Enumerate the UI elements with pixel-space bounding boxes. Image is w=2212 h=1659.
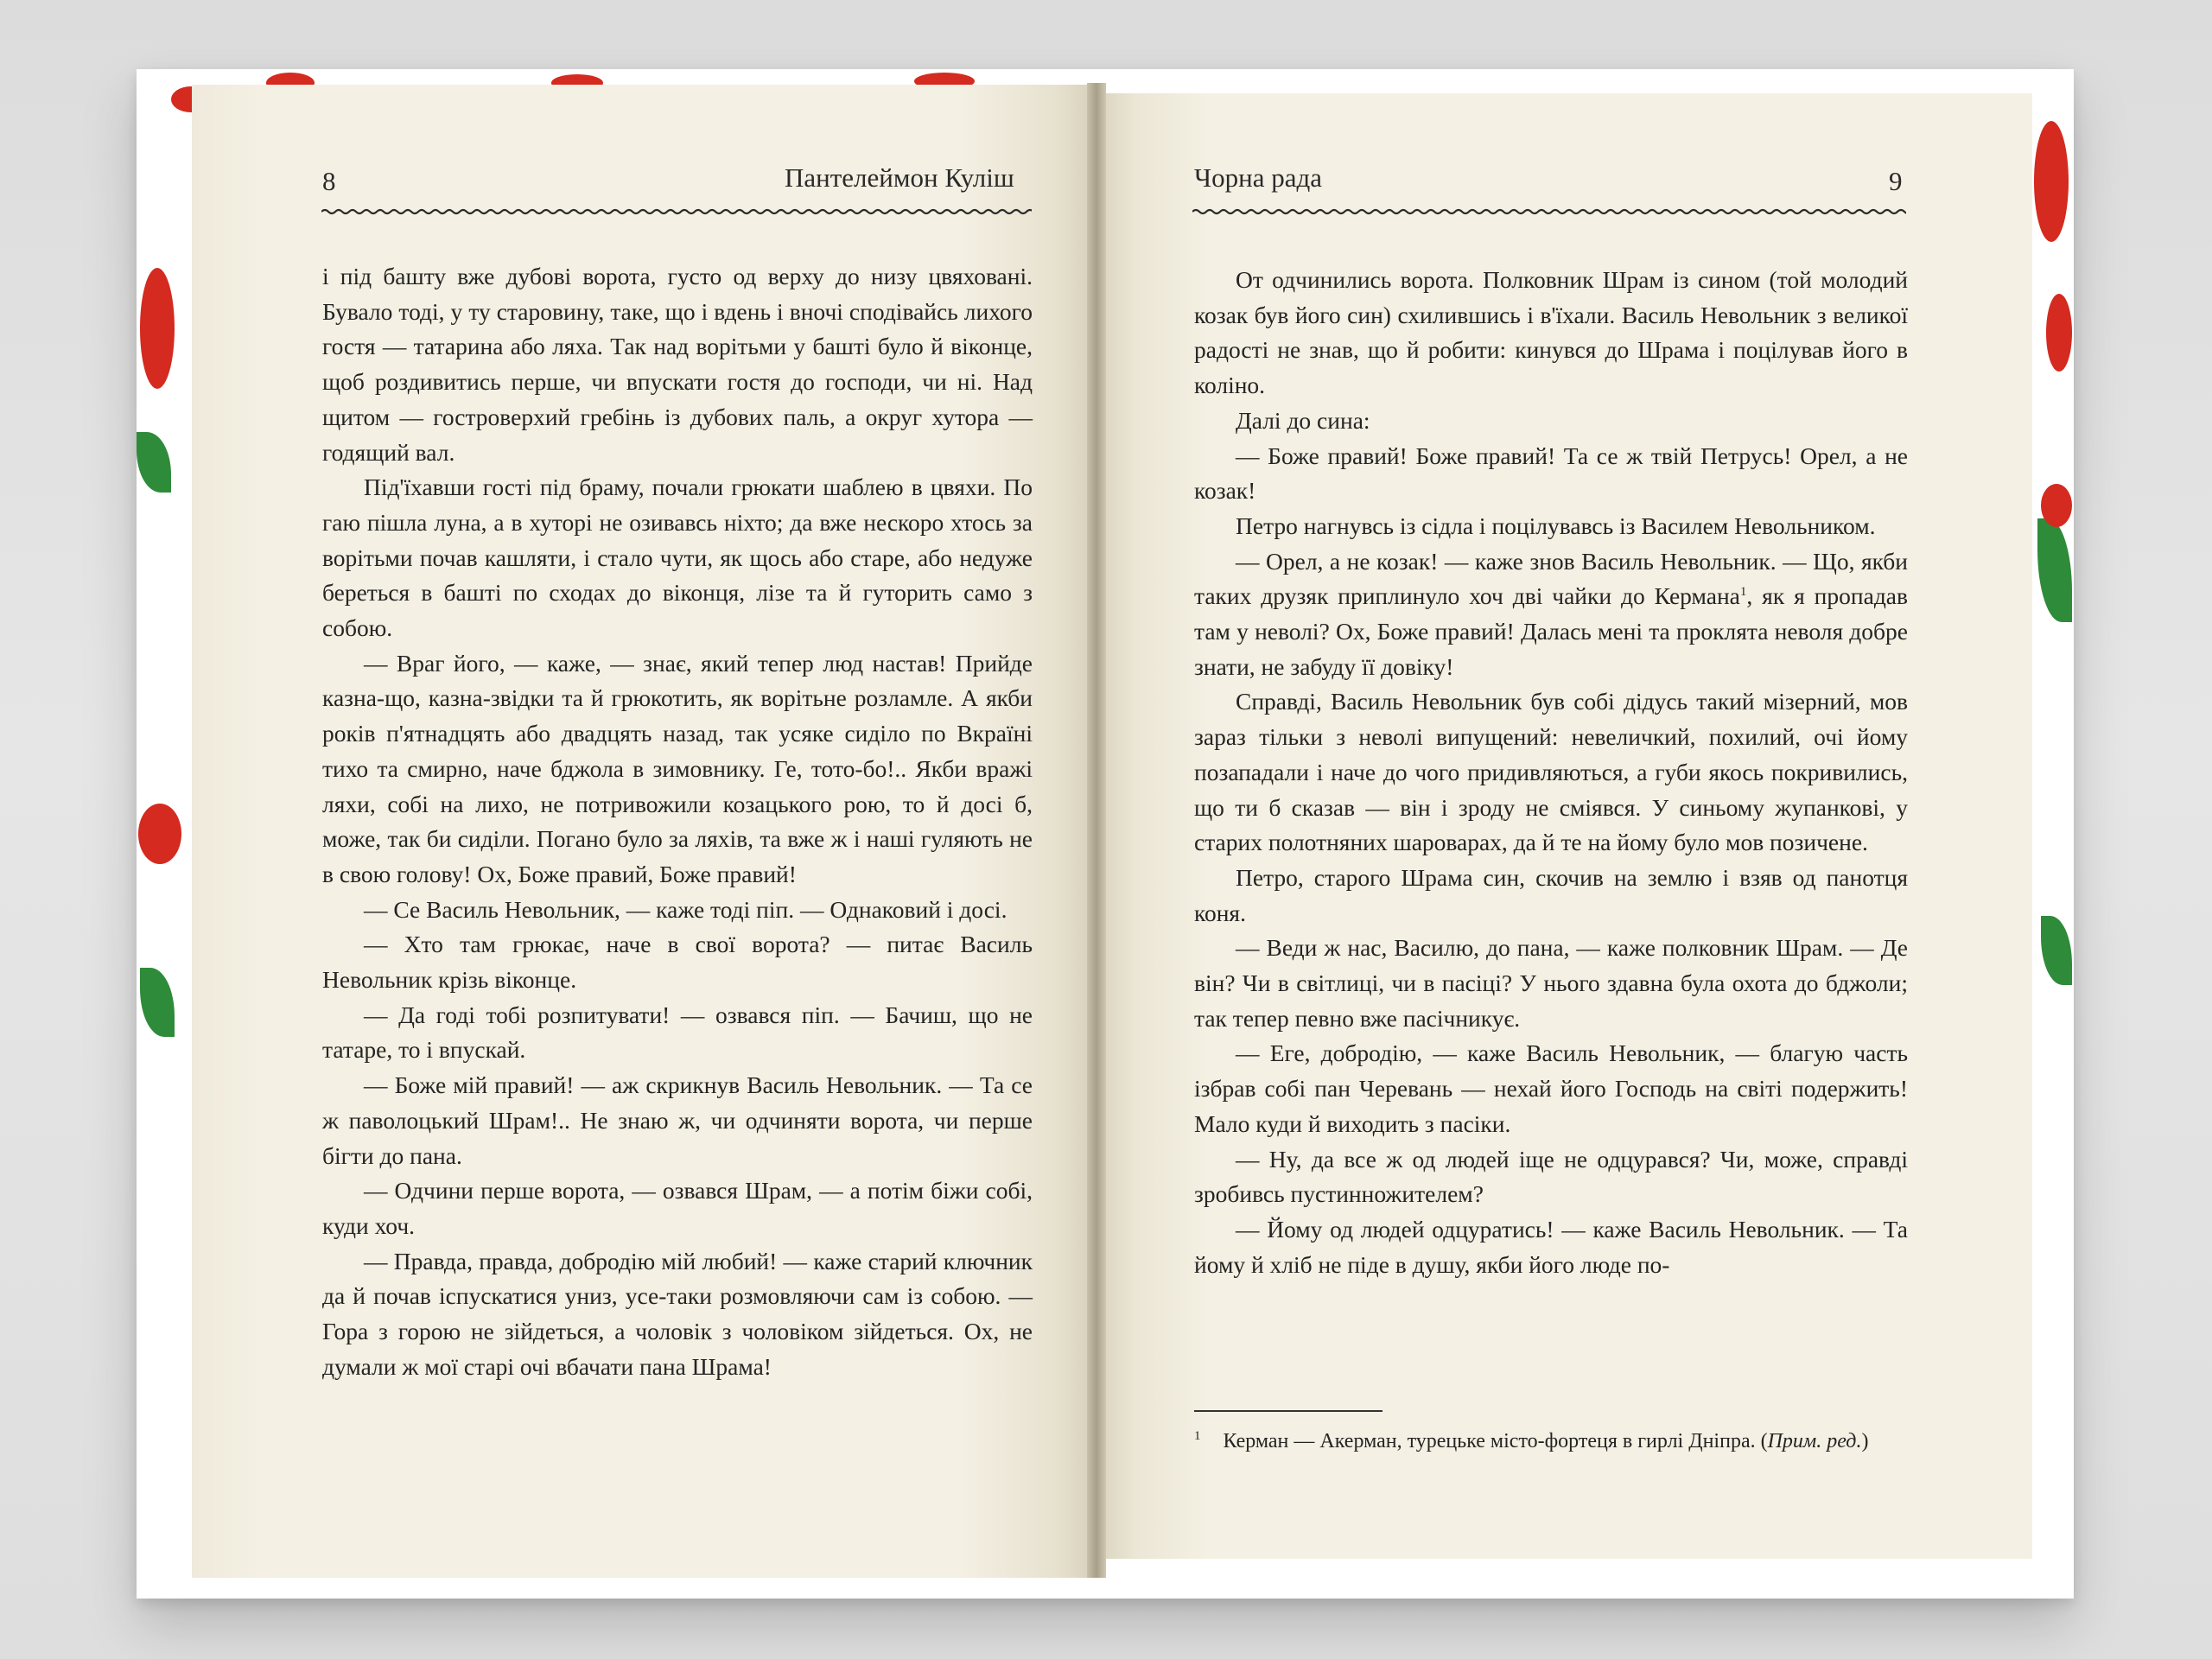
right-running-head: Чорна рада (1194, 162, 1323, 193)
cover-leaf-icon (2037, 518, 2072, 622)
paragraph: — Правда, правда, добродію мій любий! — каже старий ключник да й почав іспускатися униз, усе-таки розмовляючи сам із собою. — Гора з горою не зійдеться, а чоловік з чоловіком зійдеться. Ох, не думали ж мої старі очі вбачати пана Шрама! (322, 1247, 1033, 1380)
footnote-rule (1194, 1410, 1382, 1412)
paragraph: і під башту вже дубові ворота, густо од верху до низу цвяховані. Бувало тоді, у ту старовину, таке, що і вдень і вночі сподівайсь лихого гостя — татарина або ляха. Так над ворітьми у башті було й віконце, щоб роздивитись перше, чи впускати гостя до господи, чи ні. Над щитом — гостроверхий гребінь із дубових паль, а округ хутора — годящий вал. (322, 263, 1033, 466)
footnote (1194, 1422, 1908, 1456)
cover-flower-icon (2041, 484, 2072, 527)
cover-flower-icon (2034, 121, 2069, 242)
paragraph: Петро, старого Шрама син, скочив на землю і взяв од панотця коня. (1194, 863, 1908, 926)
paragraph: — Веди ж нас, Василю, до пана, — каже полковник Шрам. — Де він? Чи в світлиці, чи в пасіці? У нього здавна була охота до бджоли; так тепер певно вже пасічникує. (1194, 934, 1908, 1032)
paragraph: — Боже правий! Боже правий! Та се ж твій Петрусь! Орел, а не козак! (1194, 442, 1908, 505)
paragraph: От одчинились ворота. Полковник Шрам із сином (той молодий козак був його син) схилившись і в'їхали. Василь Невольник з великої радості не знав, що й робити: кинувся до Шрама і поцілував його в коліно. (1194, 266, 1908, 399)
paragraph-text: — Орел, а не козак! — каже знов Василь Невольник. — Що, якби таких друзяк приплинуло хоч дві чайки до Кермана (1194, 547, 1908, 610)
left-header-wave-rule (321, 202, 1032, 221)
book-gutter (1087, 83, 1106, 1578)
cover-leaf-icon (140, 968, 175, 1037)
footnote-mark: 1 (1194, 1429, 1201, 1443)
cover-leaf-icon (2041, 916, 2072, 985)
paragraph-text: , як я пропадав там у неволі? Ох, Боже правий! Далась мені та проклята неволя добре знати, не забуду її довіку! (1194, 582, 1909, 680)
paragraph: Петро нагнувсь із сідла і поцілувавсь із Василем Невольником. (1236, 512, 1876, 539)
paragraph: — Боже мій правий! — аж скрикнув Василь Невольник. — Та се ж паволоцький Шрам!.. Не знаю ж, чи одчиняти ворота, чи перше бігти до пана. (322, 1071, 1033, 1169)
paragraph: — Ну, да все ж од людей іще не одцурався? Чи, може, справді зробивсь пустинножителем? (1194, 1145, 1908, 1208)
cover-flower-icon (2046, 294, 2072, 372)
left-running-head: Пантелеймон Куліш (785, 162, 1014, 193)
cover-flower-icon (138, 804, 181, 864)
footnote-reference: 1 (1739, 585, 1747, 600)
paragraph: — Да годі тобі розпитувати! — озвався піп. — Бачиш, що не татаре, то і впускай. (322, 1001, 1033, 1064)
cover-flower-icon (140, 268, 175, 389)
right-page-text (1194, 263, 1908, 1282)
cover-leaf-icon (137, 432, 171, 493)
left-page-number: 8 (322, 166, 336, 196)
footnote-note-open: ( (1760, 1430, 1768, 1452)
paragraph: — Се Василь Невольник, — каже тоді піп. — Однаковий і досі. (364, 895, 1007, 923)
left-page-text (322, 259, 1033, 1385)
right-page-number: 9 (1889, 166, 1903, 196)
footnote-editor-note: Прим. ред. (1767, 1430, 1862, 1452)
paragraph: — Йому од людей одцуратись! — каже Василь Невольник. — Та йому й хліб не піде в душу, якби його люде по- (1194, 1215, 1908, 1278)
paragraph: Справді, Василь Невольник був собі дідусь такий мізерний, мов зараз тільки з неволі випущений: невеличкий, похилий, очі йому позападали і наче до чого придивляються, а губи якось покривились, що ти б сказав — він і зроду не сміявся. У синьому жупанкові, у старих полотняних шароварах, да й те на йому було мов позичене. (1194, 688, 1908, 856)
paragraph: — Хто там грюкає, наче в свої ворота? — питає Василь Невольник крізь віконце. (322, 931, 1033, 994)
paragraph (1194, 544, 1908, 685)
footnote-note-close: ) (1861, 1430, 1869, 1452)
footnote-text: Керман — Акерман, турецьке місто-фортеця в гирлі Дніпра. (1223, 1430, 1756, 1452)
paragraph: — Еге, добродію, — каже Василь Невольник, — благую часть ізбрав собі пан Черевань — нехай його Господь на світі подержить! Мало куди й виходить з пасіки. (1194, 1039, 1908, 1137)
paragraph: — Враг його, — каже, — знає, який тепер люд настав! Прийде казна-що, казна-звідки та й грюкотить, як ворітьне розламле. А якби років п'ятнадцять або двадцять назад, так усяке сиділо по Вкраїні тихо та смирно, наче бджола в зимовнику. Ге, тото-бо!.. Якби вражі ляхи, собі на лихо, не потривожили козацького рою, то й досі б, може, так би сиділи. Погано було за ляхів, та вже ж і наші гуляють не в свою голову! Ох, Боже правий, Боже правий! (322, 649, 1033, 887)
paragraph: Далі до сина: (1236, 406, 1370, 434)
right-header-wave-rule (1192, 202, 1906, 221)
paragraph: — Одчини перше ворота, — озвався Шрам, — а потім біжи собі, куди хоч. (322, 1177, 1033, 1239)
paragraph: Під'їхавши гості під браму, почали грюкати шаблею в цвяхи. По гаю пішла луна, а в хуторі не озивавсь ніхто; да вже нескоро хтось за ворітьми почав кашляти, і стало чути, як щось або старе, або недуже береться в башті по сходах до віконця, лізе та й гуторить само з собою. (322, 474, 1033, 642)
